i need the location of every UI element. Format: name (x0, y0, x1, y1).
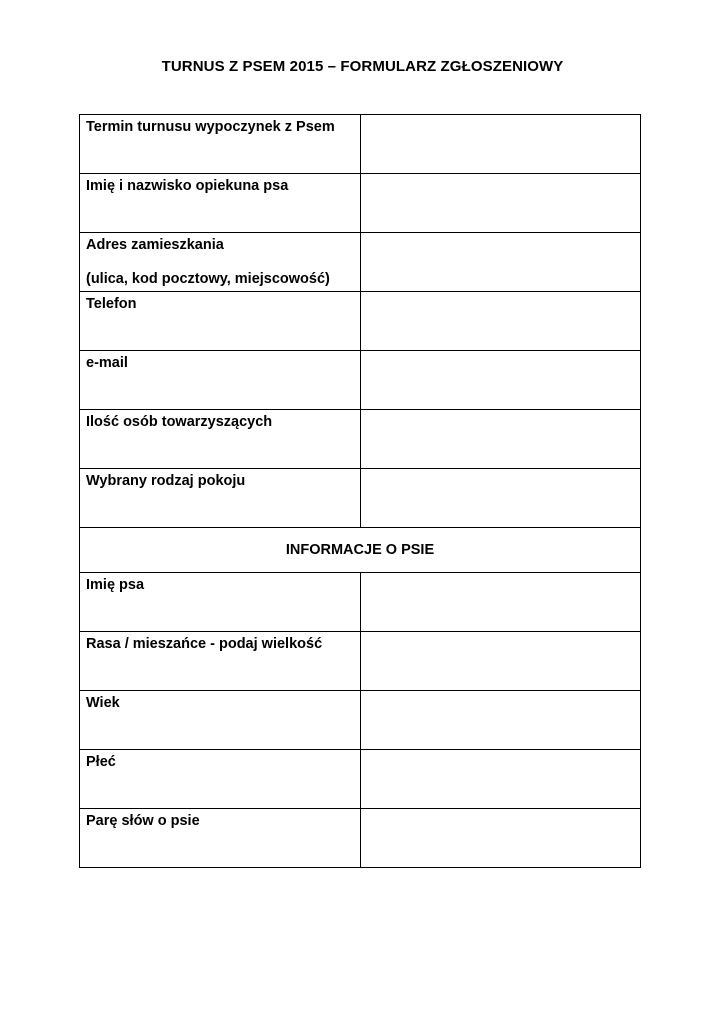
email-field[interactable] (361, 351, 641, 410)
term-label: Termin turnusu wypoczynek z Psem (80, 115, 361, 174)
table-row (80, 469, 641, 528)
dog-about-label: Parę słów o psie (80, 809, 361, 868)
term-field[interactable] (361, 115, 641, 174)
room-type-field[interactable] (361, 469, 641, 528)
table-row (80, 632, 641, 691)
owner-name-field[interactable] (361, 174, 641, 233)
table-row (80, 809, 641, 868)
dog-sex-label: Płeć (80, 750, 361, 809)
dog-info-heading: INFORMACJE O PSIE (80, 528, 641, 573)
dog-breed-label: Rasa / mieszańce - podaj wielkość (80, 632, 361, 691)
phone-field[interactable] (361, 292, 641, 351)
table-row (80, 573, 641, 632)
dog-age-field[interactable] (361, 691, 641, 750)
dog-name-field[interactable] (361, 573, 641, 632)
address-label-cell (80, 233, 361, 292)
table-row (80, 174, 641, 233)
address-field[interactable] (361, 233, 641, 292)
phone-label: Telefon (80, 292, 361, 351)
table-row (80, 750, 641, 809)
companions-label: Ilość osób towarzyszących (80, 410, 361, 469)
dog-about-field[interactable] (361, 809, 641, 868)
registration-form-table (79, 114, 641, 868)
dog-breed-field[interactable] (361, 632, 641, 691)
table-row (80, 351, 641, 410)
form-title: TURNUS Z PSEM 2015 – FORMULARZ ZGŁOSZENIOWY (161, 58, 564, 75)
dog-sex-field[interactable] (361, 750, 641, 809)
table-row (80, 233, 641, 292)
address-label: Adres zamieszkania (86, 237, 224, 253)
dog-name-label: Imię psa (80, 573, 361, 632)
table-row (80, 115, 641, 174)
table-row (80, 691, 641, 750)
email-label: e-mail (80, 351, 361, 410)
owner-name-label: Imię i nazwisko opiekuna psa (80, 174, 361, 233)
room-type-label: Wybrany rodzaj pokoju (80, 469, 361, 528)
section-header-row (80, 528, 641, 573)
table-row (80, 292, 641, 351)
dog-age-label: Wiek (80, 691, 361, 750)
companions-field[interactable] (361, 410, 641, 469)
address-hint: (ulica, kod pocztowy, miejscowość) (86, 271, 330, 287)
table-row (80, 410, 641, 469)
